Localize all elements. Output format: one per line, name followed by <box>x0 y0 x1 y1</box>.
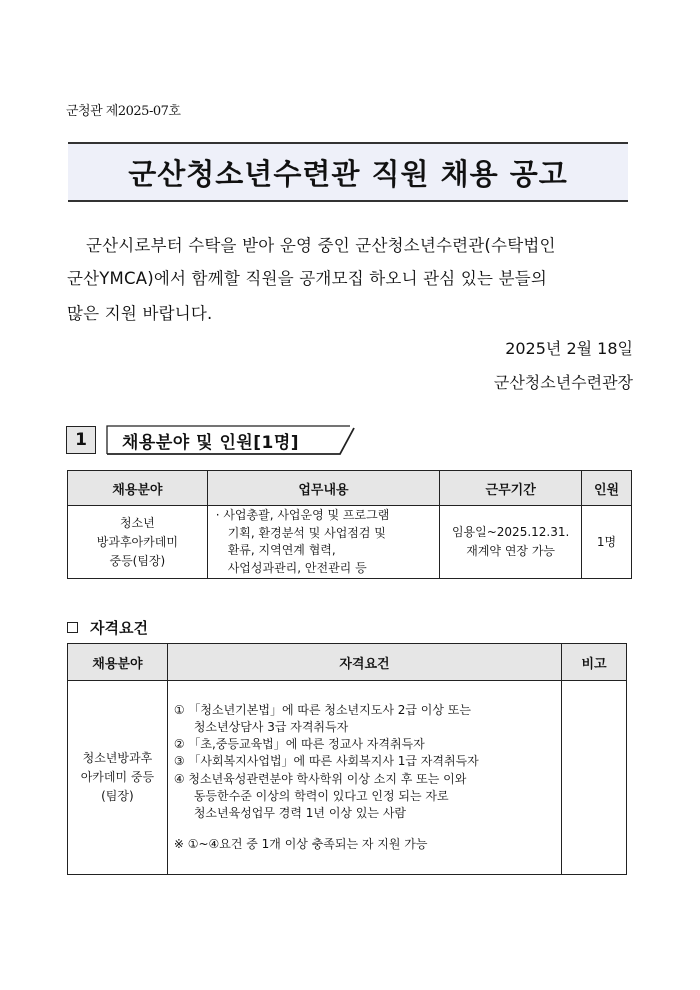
header-duties: 업무내용 <box>207 471 440 506</box>
header-field: 채용분야 <box>68 471 208 506</box>
recruitment-table <box>67 470 632 579</box>
cell-field <box>68 506 208 579</box>
header-count: 인원 <box>582 471 632 506</box>
field-line: 중등(팀장) <box>109 553 166 568</box>
table-row <box>68 681 627 875</box>
requirement-item: ④ 청소년육성관련분야 학사학위 이상 소지 후 또는 이와 <box>173 771 467 786</box>
duty-line: · 사업총괄, 사업운영 및 프로그램 <box>215 508 390 522</box>
section-number: 1 <box>66 426 96 454</box>
field-line: (팀장) <box>101 789 134 803</box>
cell-duties <box>207 506 440 579</box>
duty-line: 환류, 지역연계 협력, <box>227 543 336 557</box>
section-title-tab <box>106 425 366 455</box>
cell-remark <box>562 681 627 875</box>
cell-requirements <box>167 681 561 875</box>
period-line: 재계약 연장 가능 <box>466 544 556 558</box>
requirement-item: 동등한수준 이상의 학력이 있다고 인정 되는 자로 <box>193 788 449 803</box>
field-line: 방과후아카데미 <box>96 534 178 549</box>
cell-field <box>68 681 168 875</box>
period-line: 임용일~2025.12.31. <box>451 525 570 539</box>
qualifications-heading-text: 자격요건 <box>90 619 148 637</box>
requirement-item: ② 「초,중등교육법」에 따른 정교사 자격취득자 <box>173 737 425 752</box>
announcement-date: 2025년 2월 18일 <box>505 339 633 358</box>
duty-line: 기획, 환경분석 및 사업점검 및 <box>227 525 386 540</box>
table-header-row <box>68 644 627 681</box>
intro-line-2: 군산YMCA)에서 함께할 직원을 공개모집 하오니 관심 있는 분들의 <box>67 269 548 288</box>
cell-count: 1명 <box>582 506 632 579</box>
document-number: 군청관 제2025-07호 <box>66 104 181 119</box>
square-bullet-icon <box>67 622 78 633</box>
page-title: 군산청소년수련관 직원 채용 공고 <box>128 156 568 191</box>
requirement-item: 청소년육성업무 경력 1년 이상 있는 사람 <box>193 805 407 820</box>
qualifications-table <box>67 643 627 875</box>
header-requirements: 자격요건 <box>167 644 561 681</box>
header-field: 채용분야 <box>68 644 168 681</box>
requirement-item: ③ 「사회복지사업법」에 따른 사회복지사 1급 자격취득자 <box>173 754 479 769</box>
table-header-row <box>68 471 632 506</box>
field-line: 청소년방과후 <box>82 751 153 765</box>
requirement-item: 청소년상담사 3급 자격취득자 <box>193 719 349 734</box>
title-banner <box>68 142 628 202</box>
header-period: 근무기간 <box>440 471 582 506</box>
intro-line-1: 군산시로부터 수탁을 받아 운영 중인 군산청소년수련관(수탁법인 <box>86 236 556 255</box>
duty-line: 사업성과관리, 안전관리 등 <box>227 560 367 575</box>
signature: 군산청소년수련관장 <box>493 373 633 392</box>
header-remark: 비고 <box>562 644 627 681</box>
section-title: 채용분야 및 인원[1명] <box>122 433 300 453</box>
cell-period <box>440 506 582 579</box>
intro-line-3: 많은 지원 바랍니다. <box>67 304 213 323</box>
field-line: 아카데미 중등 <box>80 770 155 784</box>
requirement-note: ※ ①~④요건 중 1개 이상 충족되는 자 지원 가능 <box>173 837 428 852</box>
field-line: 청소년 <box>119 515 155 530</box>
requirement-item: ① 「청소년기본법」에 따른 청소년지도사 2급 이상 또는 <box>173 702 471 717</box>
qualifications-heading <box>67 617 148 638</box>
table-row <box>68 506 632 579</box>
